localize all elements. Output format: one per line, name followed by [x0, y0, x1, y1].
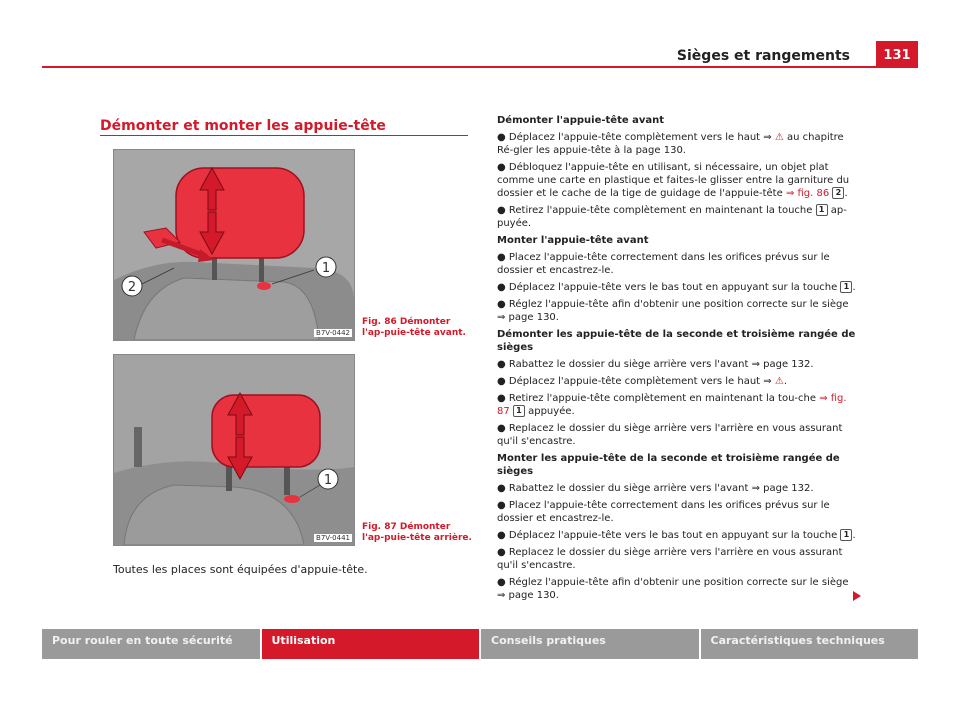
bullet: ● Déplacez l'appuie-tête vers le bas tout en appuyant sur la touche 1 . [497, 530, 856, 541]
number-badge: 1 [816, 204, 828, 216]
number-badge: 1 [513, 405, 525, 417]
bullet: ● Réglez l'appuie-tête afin d'obtenir une position correcte sur le siège ⇒ page 130. [497, 577, 849, 601]
figure-87 [113, 354, 355, 546]
tab-utilisation[interactable]: Utilisation [262, 629, 480, 659]
warning-icon: ⚠ [774, 376, 784, 387]
bullet: ● Rabattez le dossier du siège arrière vers l'avant ⇒ page 132. [497, 483, 814, 494]
front-headrest-illustration [114, 150, 354, 340]
bullet: ● Placez l'appuie-tête correctement dans les orifices prévus sur le dossier et encastrez-le. [497, 252, 830, 276]
figure-86 [113, 149, 355, 341]
bullet: ● Débloquez l'appuie-tête en utilisant, si nécessaire, un objet plat comme une carte en plastique et faites-le glisser entre la garniture du dossier et le cache de la tige de guidage de l'appuie-tête ⇒ fig. 86 2 . [497, 162, 850, 199]
number-badge: 1 [840, 281, 852, 293]
figure-ref-link[interactable]: ⇒ fig. 87 [497, 393, 847, 417]
chapter-title: Sièges et rangements [676, 48, 850, 64]
tab-conseils[interactable]: Conseils pratiques [481, 629, 699, 659]
tab-caracteristiques[interactable]: Caractéristiques techniques [701, 629, 919, 659]
bullet: ● Déplacez l'appuie-tête complètement vers le haut ⇒ ⚠. [497, 376, 787, 387]
figure-87-caption: Fig. 87 Démonter l'ap-puie-tête arrière. [362, 522, 472, 543]
bullet: ● Placez l'appuie-tête correctement dans les orifices prévus sur le dossier et encastrez-le. [497, 500, 830, 524]
bullet: ● Rabattez le dossier du siège arrière vers l'avant ⇒ page 132. [497, 359, 814, 370]
section-title: Démonter et monter les appuie-tête [100, 118, 386, 134]
callout-1: 1 [323, 473, 333, 488]
figure-code: B7V-0442 [316, 329, 350, 337]
bullet: ● Déplacez l'appuie-tête vers le bas tout en appuyant sur la touche 1 . [497, 282, 856, 293]
figure-ref-link[interactable]: ⇒ fig. 86 [785, 188, 830, 199]
section-rule [100, 135, 468, 136]
number-badge: 1 [840, 529, 852, 541]
bullet: ● Retirez l'appuie-tête complètement en maintenant la tou-che ⇒ fig. 87 1 appuyée. [497, 393, 847, 417]
heading-remove-front: Démonter l'appuie-tête avant [497, 115, 665, 126]
bullet: ● Déplacez l'appuie-tête complètement vers le haut ⇒ ⚠ au chapitre Ré-gler les appuie-tête à la page 130. [497, 132, 844, 156]
bullet: ● Retirez l'appuie-tête complètement en maintenant la touche 1 ap-puyée. [497, 205, 847, 229]
rear-headrest-illustration [114, 355, 354, 545]
callout-1: 1 [321, 261, 331, 276]
intro-text: Toutes les places sont équipées d'appuie-tête. [113, 563, 368, 576]
tab-securite[interactable]: Pour rouler en toute sécurité [42, 629, 260, 659]
heading-remove-rear: Démonter les appuie-tête de la seconde et troisième rangée de sièges [497, 329, 856, 353]
bullet: ● Réglez l'appuie-tête afin d'obtenir une position correcte sur le siège ⇒ page 130. [497, 299, 849, 323]
figure-code: B7V-0441 [316, 534, 350, 542]
heading-mount-front: Monter l'appuie-tête avant [497, 235, 649, 246]
page-number: 131 [876, 41, 918, 68]
warning-icon: ⚠ [774, 132, 784, 143]
number-badge: 2 [832, 187, 844, 199]
bullet: ● Replacez le dossier du siège arrière vers l'arrière en vous assurant qu'il s'encastre. [497, 423, 843, 447]
header-rule [42, 66, 876, 68]
footer-nav [42, 629, 918, 659]
bullet: ● Replacez le dossier du siège arrière vers l'arrière en vous assurant qu'il s'encastre. [497, 547, 843, 571]
instructions-column [497, 110, 859, 606]
continue-arrow-icon [853, 591, 861, 601]
heading-mount-rear: Monter les appuie-tête de la seconde et troisième rangée de sièges [497, 453, 840, 477]
figure-86-caption: Fig. 86 Démonter l'ap-puie-tête avant. [362, 317, 466, 338]
callout-2: 2 [127, 280, 137, 295]
